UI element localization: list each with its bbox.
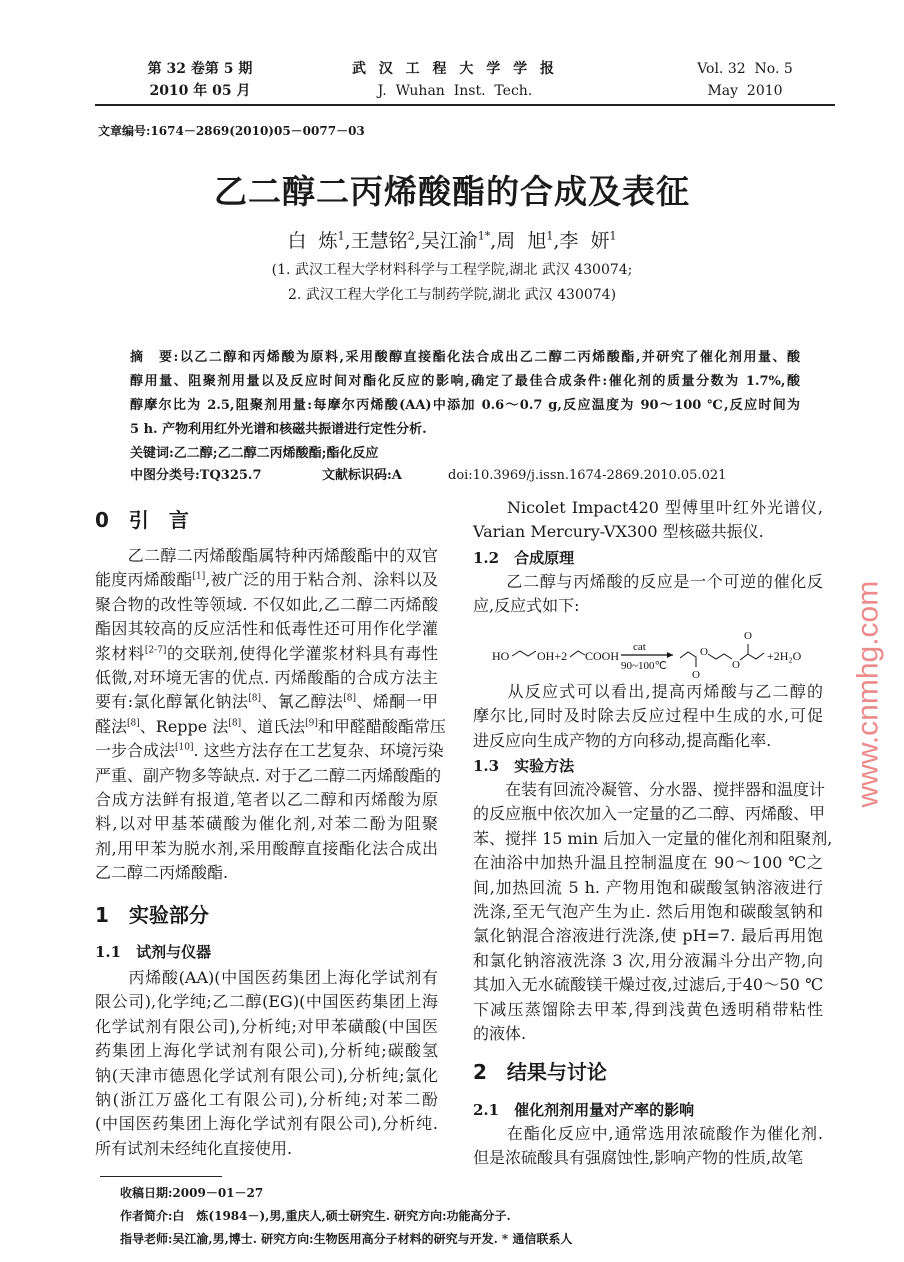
eq-oxygen-4: O (744, 630, 752, 642)
journal-name-cn: 武 汉 工 程 大 学 学 报 (351, 61, 559, 77)
section-1-heading: 1 实验部分 (95, 903, 209, 927)
text-line: 从反应式可以看出,提高丙烯酸与乙二醇的 (473, 682, 823, 701)
text-line: 低微,对环境无害的优点. 丙烯酸酯的合成方法主 (95, 668, 438, 688)
author-affiliation-mark: 2 (407, 229, 415, 243)
affiliation-2: 2. 武汉工程大学化工与制药学院,湖北 武汉 430074) (287, 287, 617, 303)
text-line: 间,加热回流 5 h. 产物用饱和碳酸氢钠溶液进行 (473, 877, 823, 897)
author-name: ,李 妍 (553, 230, 610, 252)
author-affiliation-mark: 1* (477, 229, 491, 243)
text-line: 酯因其较高的反应活性和低毒性还可用作化学灌 (95, 619, 438, 639)
reaction-equation (490, 626, 810, 680)
paper-title: 乙二醇二丙烯酸酯的合成及表征 (214, 172, 690, 211)
doi: doi:10.3969/j.issn.1674-2869.2010.05.021 (448, 468, 727, 483)
text-line: 药集团上海化学试剂有限公司),分析纯;碳酸氢 (95, 1041, 438, 1061)
author-list (0, 228, 904, 254)
text-line: Nicolet Impact420 型傅里叶红外光谱仪, (473, 498, 823, 517)
eq-oxygen-1: O (692, 669, 700, 680)
text-line: 剂,用甲苯为脱水剂,采用酸醇直接酯化法合成出 (95, 838, 438, 858)
text-line: 料,以对甲基苯磺酸为催化剂,对苯二酚为阻聚 (95, 814, 438, 834)
footnote-rule (100, 1176, 222, 1177)
section-1-2-heading: 1.2 合成原理 (473, 549, 575, 567)
eq-oxygen-3: O (732, 659, 740, 671)
text-line: 醇摩尔比为 2.5,阻聚剂用量:每摩尔丙烯酸(AA)中添加 0.6～0.7 g,反应温度为 90～100 ℃,反应时间为 (130, 398, 800, 413)
citation[interactable]: [8] (228, 718, 242, 729)
author-name: ,周 旭 (490, 230, 547, 252)
issue-line: 第 32 卷第 5 期 (147, 61, 253, 77)
text-line: 在油浴中加热升温且控制温度在 90～100 ℃之 (473, 853, 823, 873)
journal-issue-en (670, 58, 820, 102)
section-0-body (95, 544, 446, 886)
text-line: 所有试剂未经纯化直接使用. (95, 1138, 293, 1158)
header-rule (95, 104, 835, 106)
eq-ho: HO (492, 649, 510, 663)
watermark: www.cnmhg.com (851, 580, 885, 808)
author-name: ,王慧铭 (344, 230, 408, 252)
text-line: 乙二醇与丙烯酸的反应是一个可逆的催化反 (473, 572, 823, 591)
author-affiliation-mark: 1 (337, 229, 345, 243)
text-line: 钠(浙江万盛化工有限公司),分析纯;对苯二酚 (95, 1090, 438, 1110)
section-2-heading: 2 结果与讨论 (473, 1060, 607, 1084)
citation[interactable]: [8] (127, 718, 140, 729)
text-line: 聚合物的改性等领域. 不仅如此,乙二醇二丙烯酸 (95, 594, 438, 614)
author-bio: 作者简介:白 炼(1984－),男,重庆人,硕士研究生. 研究方向:功能高分子. (120, 1209, 511, 1223)
eq-vinyl-bond (570, 651, 585, 657)
journal-name-en: J. Wuhan Inst. Tech. (377, 83, 533, 99)
section-0-heading: 0 引 言 (95, 508, 189, 532)
section-1-1-body (95, 966, 438, 1161)
citation[interactable]: [1] (192, 572, 206, 583)
text-line: 的液体. (473, 1024, 527, 1044)
eq-cooh: COOH (585, 649, 620, 663)
text-line: 洗涤,至无气泡产生为止. 然后用饱和碳酸氢钠和 (473, 902, 823, 922)
eq-product-right (740, 644, 764, 660)
text-line: 能度丙烯酸酯[1],被广泛的用于粘合剂、涂料以及 (95, 570, 438, 590)
author-affiliation-mark: 1 (546, 229, 554, 243)
text-line: 在装有回流冷凝管、分水器、搅拌器和温度计 (473, 780, 826, 799)
citation[interactable]: [8] (248, 694, 261, 705)
text-line: 限公司),化学纯;乙二醇(EG)(中国医药集团上海 (95, 992, 438, 1012)
eq-oh2: OH+2 (537, 649, 568, 663)
advisor-note: 指导老师:吴江渝,男,博士. 研究方向:生物医用高分子材料的研究与开发. * 通信联系人 (120, 1232, 573, 1246)
date-line: 2010 年 05 月 (149, 83, 251, 99)
affiliation-1: (1. 武汉工程大学材料科学与工程学院,湖北 武汉 430074; (271, 262, 633, 278)
text-line: 苯、搅拌 15 min 后加入一定量的催化剂和阻聚剂, (473, 828, 833, 848)
citation[interactable]: [2-7] (144, 645, 167, 656)
section-1-2-body (473, 570, 823, 619)
text-line: Varian Mercury-VX300 型核磁共振仪. (473, 522, 764, 542)
text-line: (中国医药集团上海化学试剂有限公司),分析纯. (95, 1114, 438, 1134)
text-line: 但是浓硫酸具有强腐蚀性,影响产物的性质,故笔 (473, 1148, 804, 1168)
section-1-3-heading: 1.3 实验方法 (473, 757, 575, 775)
text-line: 其加入无水硫酸镁干燥过夜,过滤后,于40～50 ℃ (473, 975, 823, 995)
section-1-3-body (473, 778, 833, 1046)
text-line: 下减压蒸馏除去甲苯,得到浅黄色透明稍带粘性 (473, 999, 823, 1019)
text-line: 应,反应式如下: (473, 596, 580, 616)
text-line: 在酯化反应中,通常选用浓硫酸作为催化剂. (473, 1124, 823, 1143)
document-code: 文献标识码:A (322, 468, 402, 483)
text-line: 的反应瓶中依次加入一定量的乙二醇、丙烯酸、甲 (473, 804, 826, 824)
eq-water: +2H₂O (767, 649, 802, 663)
eq-conditions: 90~100℃ (621, 660, 667, 672)
citation[interactable]: [8] (343, 694, 357, 705)
text-line: 丙烯酸(AA)(中国医药集团上海化学试剂有 (95, 968, 438, 987)
classification-number: 中图分类号:TQ325.7 (130, 468, 262, 483)
eq-oxygen-2: O (700, 646, 708, 658)
text-line: 摘 要:以乙二醇和丙烯酸为原料,采用酸醇直接酯化法合成出乙二醇二丙烯酸酯,并研究了催化剂用量、酸 (130, 350, 800, 365)
text-line: 乙二醇二丙烯酸酯. (95, 863, 229, 883)
text-line: 摩尔比,同时及时除去反应过程中生成的水,可促 (473, 706, 823, 726)
text-line: 合成方法鲜有报道,笔者以乙二醇和丙烯酸为原 (95, 790, 438, 810)
text-line: 钠(天津市德恩化学试剂有限公司),分析纯;氯化 (95, 1065, 438, 1085)
section-2-1-body (473, 1122, 823, 1171)
month-line: May 2010 (707, 83, 783, 99)
section-1-2-discussion (473, 680, 823, 753)
journal-name (320, 58, 590, 102)
citation[interactable]: [9] (305, 718, 318, 729)
article-number: 文章编号:1674－2869(2010)05－0077－03 (98, 124, 365, 138)
eq-product-left (680, 652, 696, 667)
text-line: 醇用量、阻聚剂用量以及反应时间对酯化反应的影响,确定了最佳合成条件:催化剂的质量分数为 1.7%,酸 (130, 374, 800, 389)
text-line: 要有:氯化醇氰化钠法[8]、氰乙醇法[8]、烯酮一甲 (95, 692, 438, 712)
received-date: 收稿日期:2009－01－27 (120, 1186, 264, 1200)
text-line: 和氯化钠溶液洗涤 3 次,用分液漏斗分出产物,向 (473, 950, 823, 970)
text-line: 一步合成法[10]. 这些方法存在工艺复杂、环境污染 (95, 741, 444, 761)
section-2-1-heading: 2.1 催化剂剂用量对产率的影响 (473, 1101, 695, 1119)
author-name: 白 炼 (287, 230, 338, 252)
text-line: 醛法[8]、Reppe 法[8]、道氏法[9]和甲醛醋酸酯常压 (95, 716, 446, 736)
eq-arrowhead (667, 652, 673, 658)
text-line: 乙二醇二丙烯酸酯属特种丙烯酸酯中的双官 (95, 546, 438, 565)
instruments (473, 496, 823, 545)
eq-product-middle (708, 654, 732, 659)
text-line: 进反应向生成产物的方向移动,提高酯化率. (473, 730, 772, 750)
author-affiliation-mark: 1 (609, 229, 617, 243)
text-line: 氯化钠混合溶液进行洗涤,使 pH=7. 最后再用饱 (473, 926, 823, 946)
volume-line: Vol. 32 No. 5 (697, 61, 793, 77)
journal-issue-cn (120, 58, 280, 102)
eq-ethylene-bond (512, 651, 536, 656)
citation[interactable]: [10] (175, 742, 194, 753)
eq-catalyst: cat (633, 641, 646, 653)
text-line: 5 h. 产物利用红外光谱和核磁共振谱进行定性分析. (130, 422, 427, 437)
section-1-1-heading: 1.1 试剂与仪器 (95, 943, 212, 961)
keywords: 关键词:乙二醇;乙二醇二丙烯酸酯;酯化反应 (130, 446, 379, 461)
abstract (130, 346, 800, 442)
text-line: 严重、副产物多等缺点. 对于乙二醇二丙烯酸酯的 (95, 765, 442, 785)
text-line: 化学试剂有限公司),分析纯;对甲苯磺酸(中国医 (95, 1016, 438, 1036)
author-name: ,吴江渝 (414, 230, 478, 252)
text-line: 浆材料[2-7]的交联剂,使得化学灌浆材料具有毒性 (95, 643, 438, 663)
